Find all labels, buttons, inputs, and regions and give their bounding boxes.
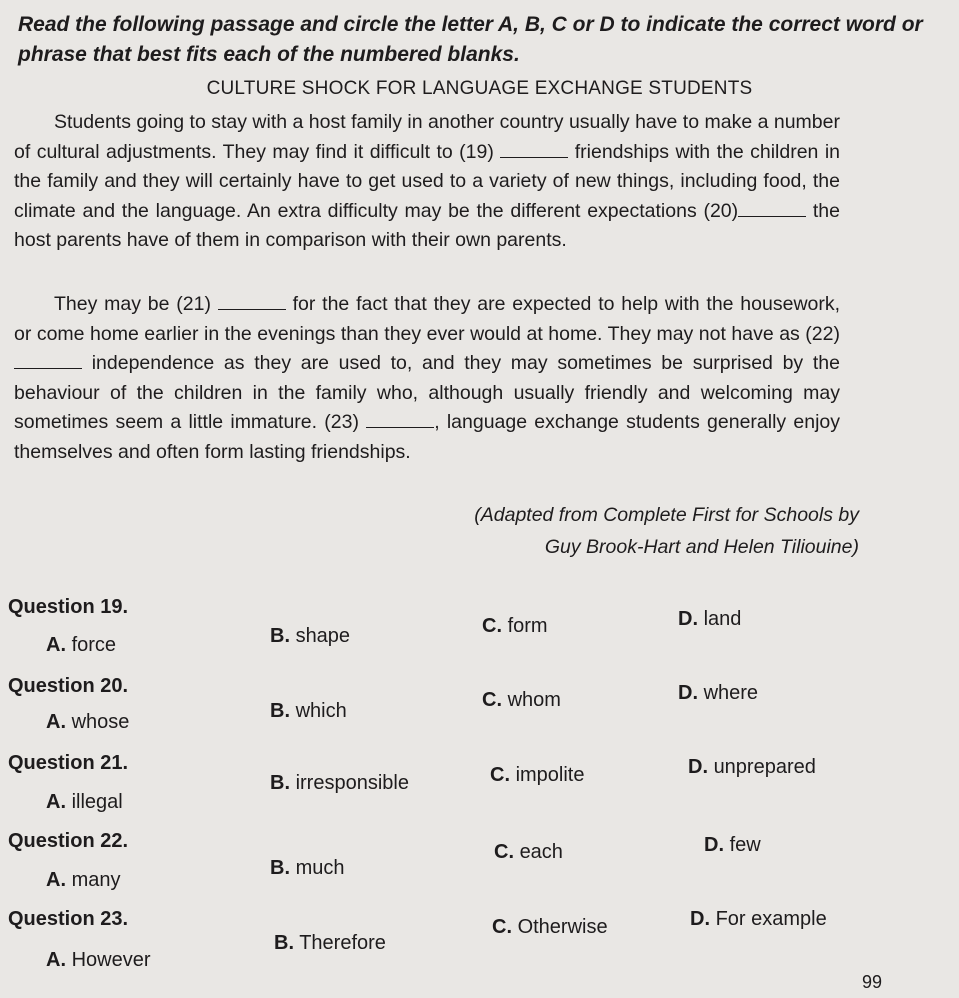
q23-option-a[interactable] [46,949,150,972]
option-letter: B. [270,857,290,879]
blank-22-number: (22) [805,322,840,345]
option-letter: A. [46,791,66,813]
option-letter: C. [492,916,512,938]
option-letter: B. [270,625,290,647]
p2-text-d: , language exchange students generally enjoy themselves and often form lasting friendships. [14,411,841,463]
option-text: whom [507,689,561,711]
option-text: land [703,608,742,630]
q23-option-c[interactable] [492,916,608,939]
option-letter: B. [270,772,290,794]
question-19-label: Question 19. [8,596,129,618]
option-text: For example [715,908,827,930]
option-letter: D. [704,834,724,856]
q21-option-b[interactable] [270,772,409,795]
option-text: However [71,949,151,971]
blank-19-number: (19) [459,140,494,163]
source-citation-line1: (Adapted from Complete First for Schools by [474,504,859,526]
blank-20 [738,200,806,217]
option-text: form [507,615,548,637]
blank-21-number: (21) [176,293,211,315]
q20-option-b[interactable] [270,700,347,723]
q20-option-a[interactable] [46,711,129,734]
option-letter: A. [46,711,66,733]
blank-23-number: (23) [324,411,359,433]
option-text: shape [295,625,351,647]
option-text: unprepared [713,756,816,778]
option-letter: A. [46,949,66,971]
option-text: where [703,682,759,704]
q19-option-c[interactable] [482,615,548,638]
q19-option-b[interactable] [270,625,350,648]
source-citation-line2: Guy Brook-Hart and Helen Tiliouine) [544,536,859,558]
p2-text-a: They may be [54,293,170,315]
q22-option-a[interactable] [46,869,120,892]
option-text: Otherwise [517,916,608,938]
blank-19 [500,141,568,158]
option-letter: D. [678,682,698,704]
option-text: few [729,834,761,856]
option-text: which [295,700,347,722]
option-letter: C. [482,689,502,711]
option-text: each [519,841,563,863]
option-letter: A. [46,869,66,891]
question-22-label: Question 22. [8,830,129,852]
option-letter: C. [490,764,510,786]
p2-text-c: independence as they are used to, and they may sometimes be surprised by the behaviour of the children in the family who, although usually friendly and welcoming may sometimes seem a little immature. [14,352,840,433]
q23-option-b[interactable] [274,932,386,955]
q21-option-d[interactable] [688,756,816,779]
option-text: irresponsible [295,772,409,794]
q19-option-d[interactable] [678,608,741,631]
paragraph-2 [14,290,840,467]
option-text: whose [71,711,130,733]
option-text: much [295,857,345,879]
q23-option-d[interactable] [690,908,827,931]
option-text: illegal [71,791,123,813]
option-letter: D. [690,908,710,930]
option-letter: D. [678,608,698,630]
p2-text-b: for the fact that they are expected to help with the housework, or come home earlier in the evenings than they ever would at home. They may not have as [14,293,841,345]
blank-23 [366,411,434,428]
paragraph-1 [14,108,840,256]
question-20-label: Question 20. [8,675,129,697]
option-text: many [71,869,121,891]
p1-text-c: the host parents have of them in comparison with their own parents. [14,199,840,251]
question-21-label: Question 21. [8,752,129,774]
option-text: Therefore [299,932,386,954]
page-number: 99 [862,972,883,992]
q22-option-b[interactable] [270,857,344,880]
q21-option-a[interactable] [46,791,123,814]
blank-21 [218,293,286,310]
option-text: impolite [515,764,585,786]
option-letter: C. [482,615,502,637]
option-letter: A. [46,634,66,656]
option-letter: B. [274,932,294,954]
question-23-label: Question 23. [8,908,129,930]
q22-option-d[interactable] [704,834,761,857]
q20-option-d[interactable] [678,682,758,705]
blank-22 [14,352,82,369]
blank-20-number: (20) [703,199,739,222]
option-text: force [71,634,117,656]
q19-option-a[interactable] [46,634,116,657]
passage-title: CULTURE SHOCK FOR LANGUAGE EXCHANGE STUDENTS [206,78,753,99]
q22-option-c[interactable] [494,841,563,864]
instructions: Read the following passage and circle the letter A, B, C or D to indicate the correct word or phrase that best fits each of the numbered blanks. [18,13,923,66]
p1-text-a: Students going to stay with a host family in another country usually have to make a number of cultural adjustments. They may find it difficult to [14,111,840,163]
q21-option-c[interactable] [490,764,584,787]
option-letter: D. [688,756,708,778]
option-letter: C. [494,841,514,863]
q20-option-c[interactable] [482,689,561,712]
option-letter: B. [270,700,290,722]
p1-text-b: friendships with the children in the family and they will certainly have to get used to a variety of new things, including food, the climate and the language. An extra difficulty may be the different expectations [14,140,840,222]
